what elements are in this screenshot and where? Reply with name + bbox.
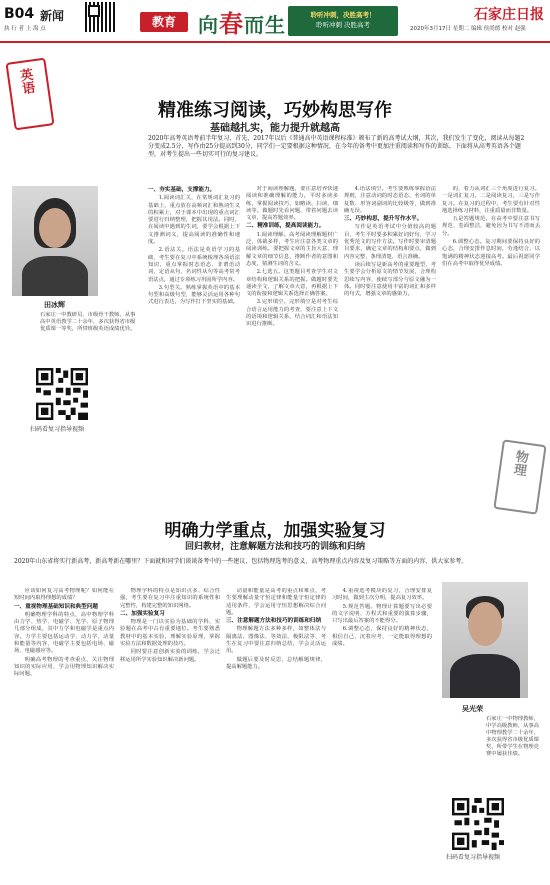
article2-author-name: 吴光荣 bbox=[462, 705, 483, 713]
col-paragraph: 动量和能量是高考的重点和难点，考生要理解动量守恒定律和能量守恒定律的适用条件，学会运用守恒思想解决综合问题。 bbox=[226, 588, 326, 616]
article1-column-4 bbox=[442, 186, 540, 436]
article2-column-2 bbox=[120, 588, 220, 878]
col-paragraph: 4.重视选考模块的复习，合理安排复习时间，做到主次分明，提高复习效率。 bbox=[332, 588, 432, 602]
newspaper-logo: 石家庄日报 bbox=[474, 7, 544, 23]
col-paragraph: 6.调整心态。复习期间要保持良好的心态，合理安排作息时间，劳逸结合，以饱满的精神状态迎接高考。最后祝愿同学们在高考中取得优异成绩。 bbox=[442, 239, 540, 267]
article1-author-name: 田冰辉 bbox=[44, 301, 65, 309]
series-banner bbox=[288, 6, 398, 36]
article1-subtitle: 基础越扎实，能力提升就越高 bbox=[210, 123, 340, 134]
col-paragraph: 1.阅读理解。高考阅读理解题材广泛，体裁多样，考生应注意各类文章的阅读训练。要把握文章的主旨大意，理解文章的细节信息，推断作者的意图和态度，猜测生词的含义。 bbox=[246, 231, 338, 267]
col-paragraph: 对于阅读理解题，要注意培养快速阅读和准确理解的能力。平时多读多练，掌握阅读技巧，如略读、扫读、细读等。做题时先看问题，带着问题去读文章，提高答题效率。 bbox=[246, 186, 338, 222]
col-paragraph: 物理是一门以实验为基础的学科，实验题在高考中占有重要地位。考生要熟悉教材中的基本实验，理解实验原理，掌握实验方法和数据处理的技巧。 bbox=[120, 619, 220, 648]
header-qr-icon[interactable] bbox=[85, 2, 115, 32]
issue-date: 2020年3月17日 星期二 编辑 侯尚德 校对 赵强 bbox=[410, 26, 526, 32]
article2-lead: 2020年山东省将实行新高考，新高考新在哪里？下面就和同学们谈谈备考中的一些建议，包括物理选考的意义、高考物理重点内容及复习策略等方面的内容，供大家参考。 bbox=[14, 558, 468, 565]
article1-author-bio: 石家庄一中教研员，市级骨干教师。从事高中英语教学二十余年，多次获得省市级优质课一等奖，所带班级英语成绩优异。 bbox=[40, 312, 136, 332]
series-logo-c: 而生 bbox=[244, 13, 286, 37]
masthead bbox=[0, 0, 550, 48]
col-paragraph: 5.规范答题。物理计算题要写出必要的文字说明、方程式和重要的演算步骤，只写出最后答案的不能得分。 bbox=[332, 603, 432, 625]
header-divider bbox=[0, 41, 550, 43]
col-paragraph: 4.语法填空。考生要熟练掌握语法规则，注意动词的时态语态、名词的单复数、形容词副词的比较级等，做到准确无误。 bbox=[344, 186, 436, 214]
banner-line-2: 聆听冲刺 决胜高考 bbox=[315, 21, 371, 29]
article1-author-photo bbox=[12, 186, 98, 296]
article1-column-2 bbox=[246, 186, 338, 492]
col-heading: 一、重视物理基础知识和典型问题 bbox=[14, 603, 98, 610]
col-heading: 一、夯实基础，支撑能力。 bbox=[148, 187, 216, 193]
english-tag-label: 英语 bbox=[16, 67, 35, 96]
col-paragraph: 应该如何复习高考物理呢？如何能在短时间内取得理想的成绩？ bbox=[14, 588, 114, 602]
col-heading: 二、精准训练，提高阅读能力。 bbox=[246, 223, 325, 230]
col-paragraph: 写作是英语考试中分值较高的题目，考生平时要多积累好词好句，学习优秀范文的写作方法。写作时要审清题目要求，确定文章的结构和要点，做到内容完整、条理清楚、语言准确。 bbox=[344, 224, 436, 260]
article2-column-4 bbox=[332, 588, 432, 878]
page-number: B04 bbox=[4, 6, 35, 22]
col-heading: 三、巧妙构思，提升写作水平。 bbox=[344, 216, 423, 223]
col-heading: 三、注意解题方法和技巧的训练和归纳 bbox=[226, 618, 322, 625]
article2-subtitle: 回归教材，注意解题方法和技巧的训练和归纳 bbox=[184, 542, 365, 552]
col-paragraph: 同时要注意创新实验的训练，学会迁移运用所学实验知识解决新问题。 bbox=[120, 649, 220, 663]
col-paragraph: 3.句型关。熟练掌握英语中的基本句型和高级句型，能够灵活运用各种句式进行表达，为写作打下坚实的基础。 bbox=[148, 284, 240, 306]
article1-qr-caption: 扫码看复习指导视频 bbox=[30, 426, 85, 433]
series-logo-a: 向 bbox=[198, 13, 219, 37]
col-paragraph: 物理解题方法多种多样，如整体法与隔离法、图像法、等效法、极限法等，考生在复习中要注意归纳总结，学会灵活运用。 bbox=[226, 626, 326, 655]
physics-tag-label: 物理 bbox=[510, 448, 529, 477]
article2-column-3 bbox=[226, 588, 326, 878]
editor-line: 执 行 者 上 海 点 bbox=[4, 26, 46, 32]
article2-column-1 bbox=[14, 588, 114, 878]
series-logo-b: 春 bbox=[219, 10, 244, 38]
article1-title: 精准练习阅读，巧妙构思写作 bbox=[158, 100, 392, 121]
column-badge: 教育 bbox=[140, 12, 188, 32]
col-paragraph: 6.调整心态，保持良好的精神状态，相信自己，沉着应考，一定能取得理想的成绩。 bbox=[332, 626, 432, 648]
article2-author-photo bbox=[442, 582, 528, 698]
article1-column-3 bbox=[344, 186, 436, 492]
col-paragraph: 明确高考物理的考查重点，关注物理知识的实际应用，学会用物理知识解决实际问题。 bbox=[14, 656, 114, 678]
col-paragraph: 读后续写是新高考的重要题型，考生要学会分析原文的情节发展，合理构思续写内容，使续写部分与原文融为一体。同时要注意使用丰富的词汇和多样的句式，增强文章的感染力。 bbox=[344, 261, 436, 298]
banner-line-1: 聆听冲刺，决胜高考！ bbox=[310, 11, 376, 19]
col-paragraph: 物理学科的特点是知识点多、综合性强，考生要在复习中注重知识的系统性和完整性，构建完整的知识网络。 bbox=[120, 588, 220, 609]
article2-title: 明确力学重点，加强实验复习 bbox=[164, 521, 386, 541]
article2-author-bio: 石家庄一中物理教师，中学高级教师，从事高中物理教学二十余年，多次获得省市级优质课奖，所带学生在物理竞赛中屡获佳绩。 bbox=[486, 716, 539, 757]
col-paragraph: 做题后要及时反思，总结解题规律，提高解题能力。 bbox=[226, 656, 326, 670]
col-heading: 二、加强实验复习 bbox=[120, 610, 165, 617]
col-paragraph: 2.语法关。语法是英语学习的基础，考生要在复习中系统梳理各项语法知识，重点掌握时态语态、非谓语动词、定语从句、名词性从句等高考常考语法点，通过专项练习巩固所学内容。 bbox=[148, 247, 240, 283]
article1-qr-code[interactable] bbox=[36, 368, 88, 420]
col-paragraph: 五是答题规范。在高考中要注意书写规范、卷面整洁，避免因为书写不清而丢分。 bbox=[442, 216, 540, 237]
col-paragraph: 1.阅读词汇关，在常规词汇复习的基础上，重点放在高频词汇和熟词生义的积累上，对于课本中出现的重点词汇要进行归纳整理，把握其用法。同时，在阅读中遇到的生词，要学会根据上下文推测词义，提高阅读的准确性和速度。 bbox=[148, 195, 240, 246]
col-paragraph: 的，着力从词汇三个角度进行复习。一是词汇复习，二是阅读复习，三是写作复习。在复习的过程中，考生要有针对性地选择练习材料，注重质量而非数量。 bbox=[442, 186, 540, 214]
col-paragraph: 明确物理学科的特点，高中物理学科由力学、热学、电磁学、光学、原子物理几部分组成，其中力学和电磁学是重点内容。力学主要包括运动学、动力学、动量和能量等内容，电磁学主要包括电场、磁场、电磁感应等。 bbox=[14, 611, 114, 655]
col-paragraph: 2.七选五。这类题目考查学生对文章结构和逻辑关系的把握。做题时要先通读全文，了解文章大意，再根据上下文的衔接和逻辑关系选择正确答案。 bbox=[246, 269, 338, 298]
article2-qr-code[interactable] bbox=[452, 798, 504, 850]
article1-column-1 bbox=[148, 186, 240, 492]
article1-lead: 2020年高考英语考前半年复习，首先，2017年以后《普通高中英语课程标准》颁布了新的高考试大纲，其次，我们发生了变化，阅读从每题2分变成2.5分，写作由25分提高到30分，同学们一定要根据这种情况，在今年的备考中更加注重阅读和写作的训练。下面将从高考英语各个题型，对考生提出一些切实可行的复习建议。 bbox=[148, 135, 525, 158]
section-name: 新闻 bbox=[40, 9, 65, 23]
col-paragraph: 3.完形填空。完形填空是对考生综合语言运用能力的考查，要注意上下文的语境和逻辑关系，结合词汇和语法知识进行推断。 bbox=[246, 299, 338, 328]
physics-tag bbox=[493, 439, 546, 514]
series-logo bbox=[198, 4, 286, 39]
article2-qr-caption: 扫码看复习指导视频 bbox=[446, 854, 501, 861]
